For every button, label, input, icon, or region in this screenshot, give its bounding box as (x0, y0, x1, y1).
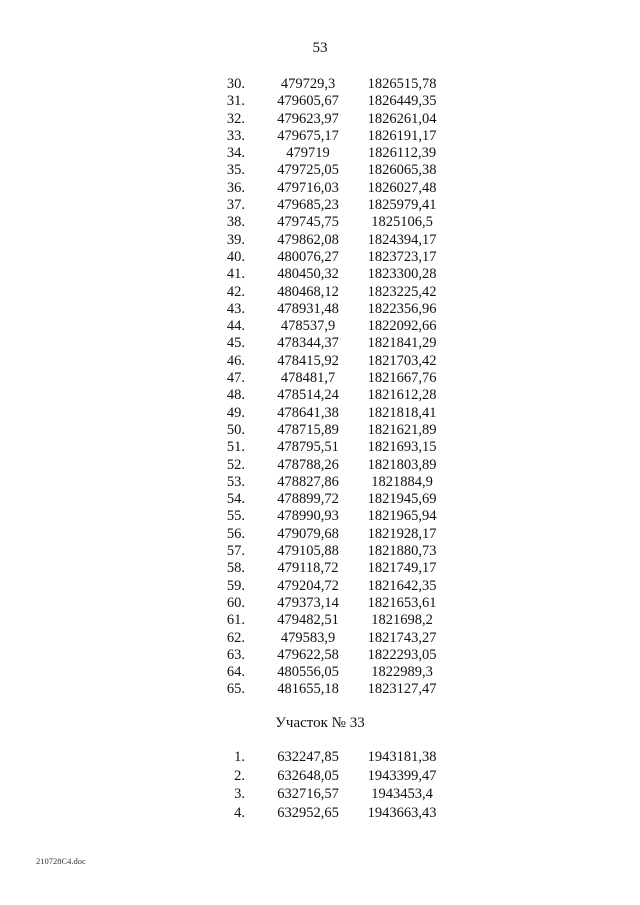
point-number: 58. (226, 560, 245, 577)
y-coordinate: 1823225,42 (367, 283, 437, 300)
y-coordinate: 1821841,29 (367, 335, 437, 352)
table-row (0, 630, 640, 647)
x-coordinate: 479105,88 (277, 543, 339, 560)
table-row (0, 748, 640, 767)
point-number: 41. (226, 266, 245, 283)
y-coordinate: 1821880,73 (367, 543, 437, 560)
table-row (0, 387, 640, 404)
table-row (0, 612, 640, 629)
x-coordinate: 478931,48 (277, 300, 339, 317)
x-coordinate: 478481,7 (280, 370, 336, 387)
table-row (0, 560, 640, 577)
x-coordinate: 479622,58 (277, 646, 339, 663)
point-number: 47. (226, 370, 245, 387)
y-coordinate: 1826065,38 (367, 162, 437, 179)
x-coordinate: 632648,05 (277, 767, 339, 784)
point-number: 4. (234, 804, 245, 821)
table-row (0, 526, 640, 543)
table-row (0, 578, 640, 595)
y-coordinate: 1821884,9 (371, 473, 433, 490)
table-row (0, 180, 640, 197)
y-coordinate: 1821945,69 (367, 491, 437, 508)
point-number: 33. (226, 127, 245, 144)
y-coordinate: 1826515,78 (367, 76, 437, 92)
y-coordinate: 1825979,41 (367, 197, 437, 214)
y-coordinate: 1823127,47 (367, 681, 437, 698)
point-number: 36. (226, 179, 245, 196)
point-number: 32. (226, 110, 245, 127)
table-row (0, 422, 640, 439)
point-number: 50. (226, 421, 245, 438)
point-number: 44. (226, 318, 245, 335)
point-number: 61. (226, 612, 245, 629)
point-number: 57. (226, 543, 245, 560)
x-coordinate: 480556,05 (277, 664, 339, 681)
table-row (0, 301, 640, 318)
x-coordinate: 479716,03 (277, 179, 339, 196)
x-coordinate: 479729,3 (280, 76, 336, 92)
y-coordinate: 1821703,42 (367, 352, 437, 369)
table-row (0, 474, 640, 491)
point-number: 56. (226, 525, 245, 542)
table-row (0, 249, 640, 266)
table-row (0, 232, 640, 249)
y-coordinate: 1823300,28 (367, 266, 437, 283)
point-number: 43. (226, 300, 245, 317)
y-coordinate: 1823723,17 (367, 248, 437, 265)
x-coordinate: 479725,05 (277, 162, 339, 179)
x-coordinate: 478537,9 (280, 318, 336, 335)
x-coordinate: 479079,68 (277, 525, 339, 542)
y-coordinate: 1821928,17 (367, 525, 437, 542)
point-number: 1. (234, 749, 245, 765)
table-row (0, 457, 640, 474)
y-coordinate: 1826027,48 (367, 179, 437, 196)
table-row (0, 439, 640, 456)
table-row (0, 145, 640, 162)
x-coordinate: 478788,26 (277, 456, 339, 473)
x-coordinate: 479605,67 (277, 93, 339, 110)
table-row (0, 353, 640, 370)
x-coordinate: 479675,17 (277, 127, 339, 144)
table-row (0, 284, 640, 301)
point-number: 65. (226, 681, 245, 698)
y-coordinate: 1821803,89 (367, 456, 437, 473)
point-number: 37. (226, 197, 245, 214)
table-row (0, 804, 640, 823)
point-number: 59. (226, 577, 245, 594)
y-coordinate: 1825106,5 (371, 214, 433, 231)
x-coordinate: 479482,51 (277, 612, 339, 629)
table-row (0, 595, 640, 612)
point-number: 46. (226, 352, 245, 369)
x-coordinate: 479118,72 (277, 560, 339, 577)
table-row (0, 93, 640, 110)
x-coordinate: 478715,89 (277, 421, 339, 438)
x-coordinate: 480468,12 (277, 283, 339, 300)
page-number: 53 (312, 40, 328, 56)
table-row (0, 214, 640, 231)
table-row (0, 318, 640, 335)
point-number: 55. (226, 508, 245, 525)
x-coordinate: 480450,32 (277, 266, 339, 283)
point-number: 63. (226, 646, 245, 663)
table-row (0, 664, 640, 681)
x-coordinate: 478899,72 (277, 491, 339, 508)
y-coordinate: 1943399,47 (367, 767, 437, 784)
point-number: 2. (234, 767, 245, 784)
table-row (0, 335, 640, 352)
point-number: 49. (226, 404, 245, 421)
y-coordinate: 1943181,38 (367, 749, 437, 765)
y-coordinate: 1821612,28 (367, 387, 437, 404)
x-coordinate: 479685,23 (277, 197, 339, 214)
x-coordinate: 479373,14 (277, 594, 339, 611)
point-number: 42. (226, 283, 245, 300)
point-number: 30. (226, 76, 245, 92)
x-coordinate: 479623,97 (277, 110, 339, 127)
table-row (0, 128, 640, 145)
point-number: 54. (226, 491, 245, 508)
section-33-coordinates-table (0, 748, 640, 822)
point-number: 51. (226, 439, 245, 456)
y-coordinate: 1822989,3 (371, 664, 433, 681)
y-coordinate: 1821965,94 (367, 508, 437, 525)
y-coordinate: 1822293,05 (367, 646, 437, 663)
y-coordinate: 1826191,17 (367, 127, 437, 144)
x-coordinate: 478827,86 (277, 473, 339, 490)
x-coordinate: 478514,24 (277, 387, 339, 404)
table-row (0, 370, 640, 387)
y-coordinate: 1821621,89 (367, 421, 437, 438)
x-coordinate: 632952,65 (277, 804, 339, 821)
point-number: 31. (226, 93, 245, 110)
y-coordinate: 1826112,39 (367, 145, 437, 162)
point-number: 48. (226, 387, 245, 404)
table-row (0, 543, 640, 560)
x-coordinate: 479745,75 (277, 214, 339, 231)
y-coordinate: 1821642,35 (367, 577, 437, 594)
table-row (0, 491, 640, 508)
point-number: 3. (234, 786, 245, 802)
point-number: 38. (226, 214, 245, 231)
y-coordinate: 1822356,96 (367, 300, 437, 317)
y-coordinate: 1821693,15 (367, 439, 437, 456)
x-coordinate: 479583,9 (280, 629, 336, 646)
x-coordinate: 479719 (286, 145, 330, 162)
table-row (0, 785, 640, 804)
y-coordinate: 1821743,27 (367, 629, 437, 646)
table-row (0, 111, 640, 128)
x-coordinate: 479862,08 (277, 231, 339, 248)
point-number: 53. (226, 473, 245, 490)
y-coordinate: 1821749,17 (367, 560, 437, 577)
y-coordinate: 1826449,35 (367, 93, 437, 110)
table-row (0, 162, 640, 179)
x-coordinate: 478990,93 (277, 508, 339, 525)
table-row (0, 767, 640, 786)
x-coordinate: 478415,92 (277, 352, 339, 369)
table-row (0, 405, 640, 422)
point-number: 60. (226, 594, 245, 611)
y-coordinate: 1821667,76 (367, 370, 437, 387)
y-coordinate: 1822092,66 (367, 318, 437, 335)
y-coordinate: 1826261,04 (367, 110, 437, 127)
x-coordinate: 478795,51 (277, 439, 339, 456)
coordinates-table (0, 76, 640, 699)
x-coordinate: 479204,72 (277, 577, 339, 594)
y-coordinate: 1821818,41 (367, 404, 437, 421)
point-number: 45. (226, 335, 245, 352)
table-row (0, 508, 640, 525)
x-coordinate: 632716,57 (277, 786, 339, 802)
point-number: 52. (226, 456, 245, 473)
y-coordinate: 1821698,2 (371, 612, 433, 629)
point-number: 62. (226, 629, 245, 646)
x-coordinate: 632247,85 (277, 749, 339, 765)
section-heading: Участок № 33 (275, 715, 365, 731)
table-row (0, 197, 640, 214)
point-number: 34. (226, 145, 245, 162)
table-row (0, 681, 640, 698)
table-row (0, 266, 640, 283)
point-number: 39. (226, 231, 245, 248)
y-coordinate: 1943663,43 (367, 804, 437, 821)
point-number: 40. (226, 248, 245, 265)
point-number: 64. (226, 664, 245, 681)
table-row (0, 647, 640, 664)
x-coordinate: 480076,27 (277, 248, 339, 265)
x-coordinate: 478344,37 (277, 335, 339, 352)
x-coordinate: 481655,18 (277, 681, 339, 698)
table-row (0, 76, 640, 93)
y-coordinate: 1821653,61 (367, 594, 437, 611)
y-coordinate: 1943453,4 (371, 786, 433, 802)
y-coordinate: 1824394,17 (367, 231, 437, 248)
point-number: 35. (226, 162, 245, 179)
document-filename: 210728C4.doc (36, 856, 86, 866)
x-coordinate: 478641,38 (277, 404, 339, 421)
